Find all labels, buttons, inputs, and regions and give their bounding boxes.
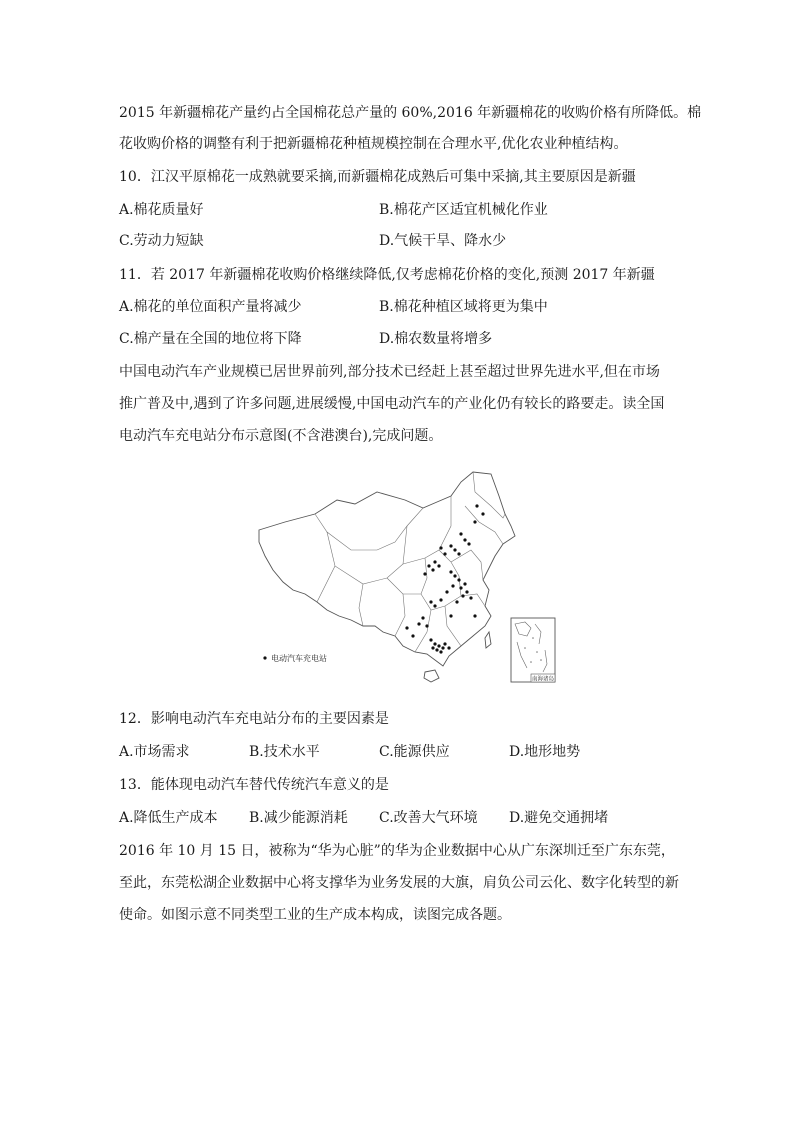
passage3-line-2: 至此，东莞松湖企业数据中心将支撑华为业务发展的大旗，肩负公司云化、数字化转型的新 <box>119 875 679 891</box>
q13-option-b: B.减少能源消耗 <box>249 810 348 826</box>
taiwan-outline <box>485 632 491 648</box>
charging-station-map <box>255 466 559 688</box>
passage3-line-3: 使命。如图示意不同类型工业的生产成本构成，读图完成各题。 <box>119 907 511 923</box>
china-outline <box>259 472 515 666</box>
q11-stem: 11．若 2017 年新疆棉花收购价格继续降低,仅考虑棉花价格的变化,预测 2017 年新疆 <box>119 267 655 283</box>
q10-option-c: C.劳动力短缺 <box>119 233 204 249</box>
q12-option-d: D.地形地势 <box>509 744 581 760</box>
q13-stem: 13．能体现电动汽车替代传统汽车意义的是 <box>119 777 389 793</box>
q10-option-d: D.气候干旱、降水少 <box>379 233 507 249</box>
legend-dot <box>263 656 266 659</box>
passage3-line-1: 2016 年 10 月 15 日，被称为“华为心脏”的华为企业数据中心从广东深圳迁至广东东莞， <box>119 843 675 859</box>
q11-option-d: D.棉农数量将增多 <box>379 331 493 347</box>
inset-label: 南海诸岛 <box>531 676 555 683</box>
legend-label: 电动汽车充电站 <box>271 654 327 663</box>
south-sea-inset <box>511 618 555 682</box>
q11-option-a: A.棉花的单位面积产量将减少 <box>119 299 302 315</box>
q12-option-a: A.市场需求 <box>119 744 190 760</box>
hainan-outline <box>424 670 439 682</box>
q13-option-d: D.避免交通拥堵 <box>509 810 609 826</box>
q11-option-b: B.棉花种植区域将更为集中 <box>379 299 548 315</box>
q10-option-a: A.棉花质量好 <box>119 202 204 218</box>
q10-option-b: B.棉花产区适宜机械化作业 <box>379 202 548 218</box>
q12-option-b: B.技术水平 <box>249 744 320 760</box>
q12-option-c: C.能源供应 <box>379 744 450 760</box>
passage2-line-3: 电动汽车充电站分布示意图(不含港澳台),完成问题。 <box>119 428 443 444</box>
passage2-line-1: 中国电动汽车产业规模已居世界前列,部分技术已经赶上甚至超过世界先进水平,但在市场 <box>119 364 660 380</box>
q13-option-c: C.改善大气环境 <box>379 810 478 826</box>
q11-option-c: C.棉产量在全国的地位将下降 <box>119 331 302 347</box>
q12-stem: 12．影响电动汽车充电站分布的主要因素是 <box>119 711 389 727</box>
intro-line-2: 花收购价格的调整有利于把新疆棉花种植规模控制在合理水平,优化农业种植结构。 <box>119 136 628 152</box>
intro-line-1: 2015 年新疆棉花产量约占全国棉花总产量的 60%,2016 年新疆棉花的收购价格有所降低。棉 <box>119 105 702 121</box>
q13-option-a: A.降低生产成本 <box>119 810 218 826</box>
q10-stem: 10．江汉平原棉花一成熟就要采摘,而新疆棉花成熟后可集中采摘,其主要原因是新疆 <box>119 169 636 185</box>
charging-station-dots <box>405 504 484 653</box>
passage2-line-2: 推广普及中,遇到了许多问题,进展缓慢,中国电动汽车的产业化仍有较长的路要走。读全国 <box>119 396 665 412</box>
